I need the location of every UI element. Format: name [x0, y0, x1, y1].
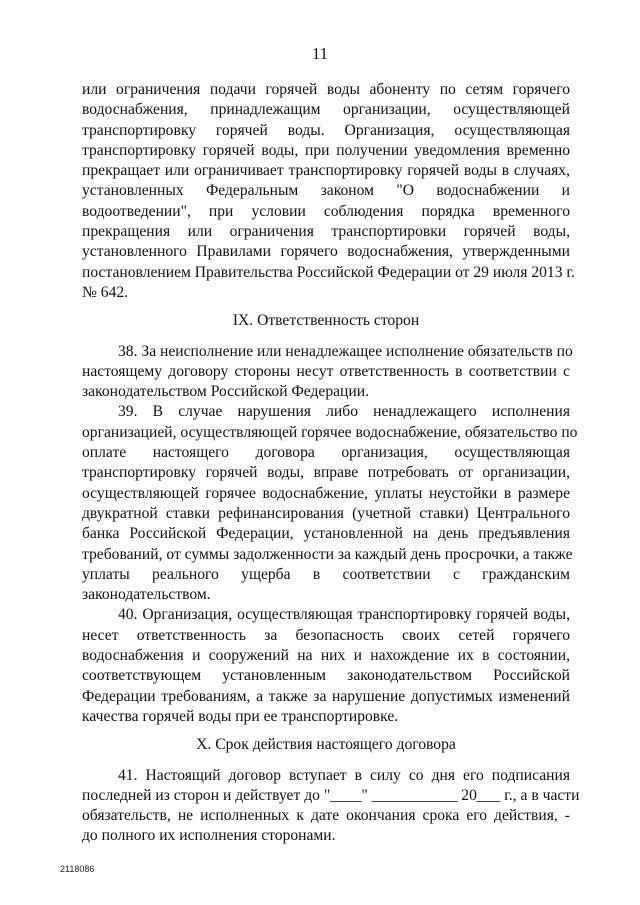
paragraph-38 [82, 342, 573, 403]
paragraph-40 [82, 605, 570, 727]
text-line: водоснабжения, принадлежащим организации, осуществляющей [82, 101, 570, 119]
paragraph-continuation [82, 80, 575, 303]
paragraph-41 [82, 766, 580, 847]
text-line: 39. В случае нарушения либо ненадлежащего исполнения [118, 403, 570, 421]
text-line: осуществляющей горячее водоснабжение, уплаты неустойки в размере [82, 484, 570, 502]
text-line: законодательством. [82, 586, 211, 604]
text-line: транспортировку горячей воды. Организация, осуществляющая [82, 121, 570, 139]
text-line: настоящему договору стороны несут ответственность в соответствии с [82, 362, 570, 380]
text-line: прекращает или ограничивает транспортировку горячей воды в случаях, [82, 162, 570, 180]
text-line: водоотведении", при условии соблюдения порядка временного [82, 202, 570, 220]
text-line: установленных Федеральным законом "О водоснабжении и [82, 182, 570, 200]
page-number: 11 [311, 44, 329, 63]
text-line: установленного Правилами горячего водоснабжения, утвержденными [82, 243, 570, 261]
text-line: уплаты реального ущерба в соответствии с гражданским [82, 565, 570, 583]
text-line: качества горячей воды при ее транспортировке. [82, 707, 399, 725]
text-line: 40. Организация, осуществляющая транспортировку горячей воды, [118, 606, 570, 624]
text-line: 41. Настоящий договор вступает в силу со дня его подписания [118, 766, 570, 784]
text-line: оплате настоящего договора организация, осуществляющая [82, 444, 570, 462]
document-body [82, 80, 580, 847]
document-code: 2118086 [60, 864, 95, 874]
text-line: до полного их исполнения сторонами. [82, 827, 336, 845]
text-line: законодательством Российской Федерации. [82, 383, 369, 401]
text-line: организацией, осуществляющей горячее водоснабжение, обязательство по [82, 423, 578, 441]
text-line: соответствующем установленным законодательством Российской [82, 667, 570, 685]
paragraph-39 [82, 402, 578, 605]
text-line: или ограничения подачи горячей воды абоненту по сетям горячего [82, 81, 570, 98]
section-heading-ix: IX. Ответственность сторон [232, 312, 420, 330]
text-line: несет ответственность за безопасность своих сетей горячего [82, 626, 570, 644]
text-line: № 642. [82, 283, 129, 301]
text-line: прекращения или ограничения транспортировки горячей воды, [82, 223, 570, 241]
text-line: транспортировку горячей воды, при получении уведомления временно [82, 141, 570, 159]
text-line: последней из сторон и действует до "____" ___________ 20___ г., а в части [82, 786, 580, 804]
section-heading-x: X. Срок действия настоящего договора [196, 736, 456, 754]
text-line: транспортировку горячей воды, вправе потребовать от организации, [82, 464, 570, 482]
text-line: постановлением Правительства Российской Федерации от 29 июля 2013 г. [82, 263, 575, 281]
text-line: банка Российской Федерации, установленной на день предъявления [82, 525, 570, 543]
text-line: обязательств, не исполненных к дате окончания срока его действия, - [82, 807, 570, 825]
text-line: водоснабжения и сооружений на них и нахождение их в состоянии, [82, 647, 570, 665]
text-line: двукратной ставки рефинансирования (учетной ставки) Центрального [82, 504, 570, 522]
text-line: требований, от суммы задолженности за каждый день просрочки, а также [82, 545, 573, 563]
text-line: 38. За неисполнение или ненадлежащее исполнение обязательств по [118, 342, 573, 360]
text-line: Федерации требованиям, а также за нарушение допустимых изменений [82, 687, 570, 705]
